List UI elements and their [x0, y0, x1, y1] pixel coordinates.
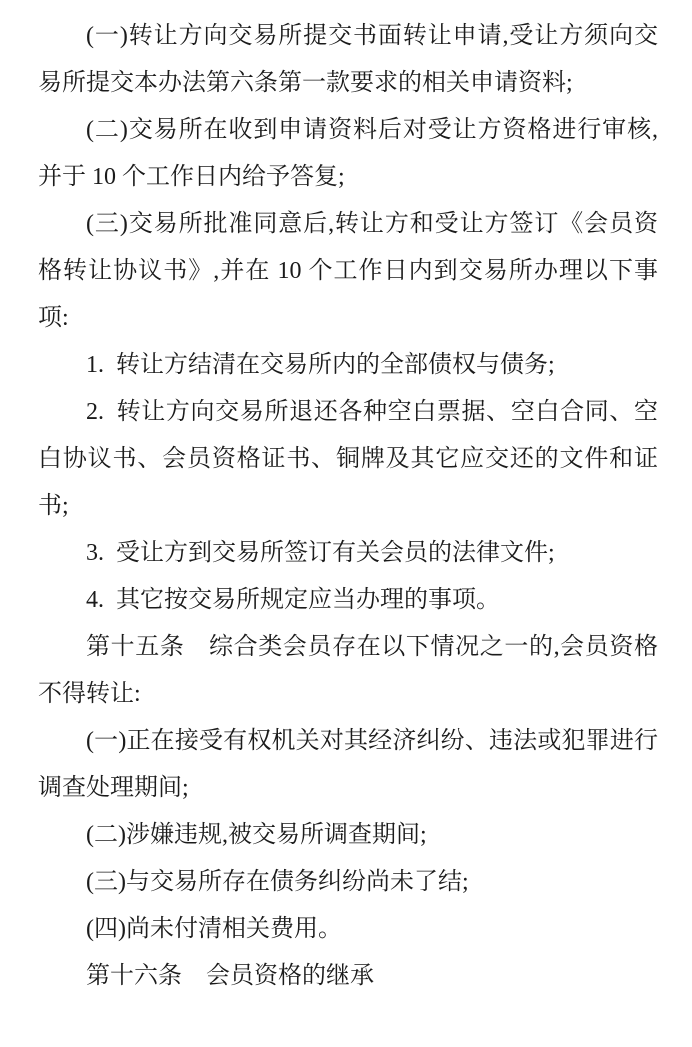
paragraph: (一)转让方向交易所提交书面转让申请,受让方须向交易所提交本办法第六条第一款要求的相关申请资料; — [38, 23, 658, 96]
paragraph: (四)尚未付清相关费用。 — [86, 916, 342, 942]
paragraph: (三)与交易所存在债务纠纷尚未了结; — [86, 869, 469, 895]
paragraph: 2. 转让方向交易所退还各种空白票据、空白合同、空白协议书、会员资格证书、铜牌及其它应交还的文件和证书; — [38, 399, 658, 519]
paragraph: (二)交易所在收到申请资料后对受让方资格进行审核,并于 10 个工作日内给予答复; — [38, 117, 658, 190]
paragraph: (二)涉嫌违规,被交易所调查期间; — [86, 822, 427, 848]
paragraph: 3. 受让方到交易所签订有关会员的法律文件; — [86, 540, 555, 566]
paragraph: 4. 其它按交易所规定应当办理的事项。 — [86, 587, 500, 613]
paragraph: (一)正在接受有权机关对其经济纠纷、违法或犯罪进行调查处理期间; — [38, 728, 658, 801]
paragraph: 1. 转让方结清在交易所内的全部债权与债务; — [86, 352, 555, 378]
paragraph: (三)交易所批准同意后,转让方和受让方签订《会员资格转让协议书》,并在 10 个工作日内到交易所办理以下事项: — [38, 211, 658, 331]
document-body — [38, 13, 658, 1000]
paragraph: 第十五条 综合类会员存在以下情况之一的,会员资格不得转让: — [38, 634, 658, 707]
paragraph: 第十六条 会员资格的继承 — [86, 963, 374, 989]
